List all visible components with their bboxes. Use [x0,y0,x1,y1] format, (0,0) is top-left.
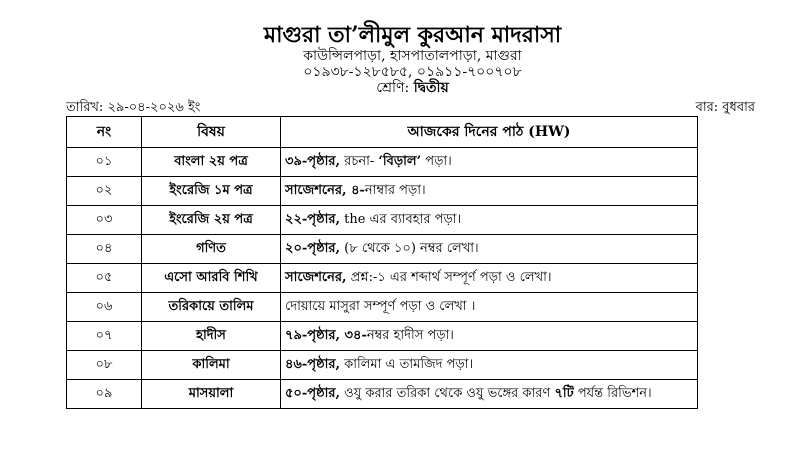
lesson-text: কালিমা এ তামজিদ পড়া। [340,356,474,372]
row-lesson [281,380,698,409]
row-subject: মাসয়ালা [142,380,281,409]
lesson-text: দোয়ায়ে মাসুরা সম্পূর্ণ পড়া ও লেখা । [285,298,476,314]
lesson-bold: সাজেশনের, ৪- [285,182,365,198]
lesson-text: নাম্বার পড়া। [364,182,426,198]
row-subject: এসো আরবি শিখি [142,264,281,293]
row-subject: গণিত [142,235,281,264]
row-lesson [281,148,698,177]
table-row [67,235,698,264]
row-number: ০৪ [67,235,142,264]
row-number: ০১ [67,148,142,177]
row-number: ০৭ [67,322,142,351]
lesson-text: the এর ব্যাবহার পড়া। [340,211,462,227]
row-subject: কালিমা [142,351,281,380]
row-lesson [281,351,698,380]
document-header [0,22,785,96]
lesson-bold: ৫০-পৃষ্ঠার, [285,385,341,401]
row-lesson [281,293,698,322]
row-lesson [281,322,698,351]
class-label: শ্রেণি: [376,80,410,96]
institution-address: কাউন্সিলপাড়া, হাসপাতালপাড়া, মাগুরা [303,48,522,64]
lesson-text: ওযু করার তরিকা থেকে ওযু ভঙ্গের কারণ [340,385,555,401]
table-header-row [67,117,698,148]
day-text: বার: বুধবার [695,100,755,115]
row-subject: তরিকায়ে তালিম [142,293,281,322]
lesson-bold-2: ৭টি [554,385,574,401]
table-row [67,177,698,206]
table-row [67,322,698,351]
lesson-text: রচনা- [340,153,379,169]
row-lesson [281,235,698,264]
row-subject: হাদীস [142,322,281,351]
table-row [67,293,698,322]
table-row [67,264,698,293]
lesson-text-2: পড়া। [421,153,452,169]
column-header-subject: বিষয় [142,117,281,148]
row-lesson [281,206,698,235]
lesson-bold-2: ‘বিড়াল’ [378,153,422,169]
row-subject: ইংরেজি ১ম পত্র [142,177,281,206]
row-lesson [281,264,698,293]
table-row [67,206,698,235]
lesson-bold: সাজেশনের, [285,269,347,285]
row-subject: ইংরেজি ২য় পত্র [142,206,281,235]
column-header-lesson: আজকের দিনের পাঠ (HW) [281,117,698,148]
lesson-text: নম্বর হাদীস পড়া। [366,327,454,343]
lesson-text: প্রশ্ন:-১ এর শব্দার্থ সম্পূর্ণ পড়া ও লেখা। [346,269,552,285]
lesson-bold: ৭৯-পৃষ্ঠার, ৩৪- [285,327,367,343]
column-header-number: নং [67,117,142,148]
lesson-bold: ৩৯-পৃষ্ঠার, [285,153,341,169]
row-lesson [281,177,698,206]
table-row [67,380,698,409]
lesson-bold: ২০-পৃষ্ঠার, [285,240,341,256]
row-number: ০৬ [67,293,142,322]
institution-phones: ০১৯৩৮-১২৮৫৮৫, ০১৯১১-৭০০৭০৮ [303,64,522,80]
institution-title: মাগুরা তা’লীমুল কুরআন মাদরাসা [263,22,562,48]
row-number: ০৮ [67,351,142,380]
row-subject: বাংলা ২য় পত্র [142,148,281,177]
row-number: ০৫ [67,264,142,293]
lesson-bold: ৪৬-পৃষ্ঠার, [285,356,341,372]
lesson-bold: ২২-পৃষ্ঠার, [285,211,341,227]
row-number: ০৩ [67,206,142,235]
lesson-text: (৮ থেকে ১০) নম্বর লেখা। [340,240,479,256]
date-text: তারিখ: ২৯-০৪-২০২৬ ইং [66,100,201,115]
row-number: ০২ [67,177,142,206]
class-line [40,80,785,96]
class-value: দ্বিতীয় [413,80,449,96]
table-row [67,351,698,380]
lesson-text-2: পর্যন্ত রিভিশন। [573,385,652,401]
table-row [67,148,698,177]
homework-table [66,116,698,409]
row-number: ০৯ [67,380,142,409]
